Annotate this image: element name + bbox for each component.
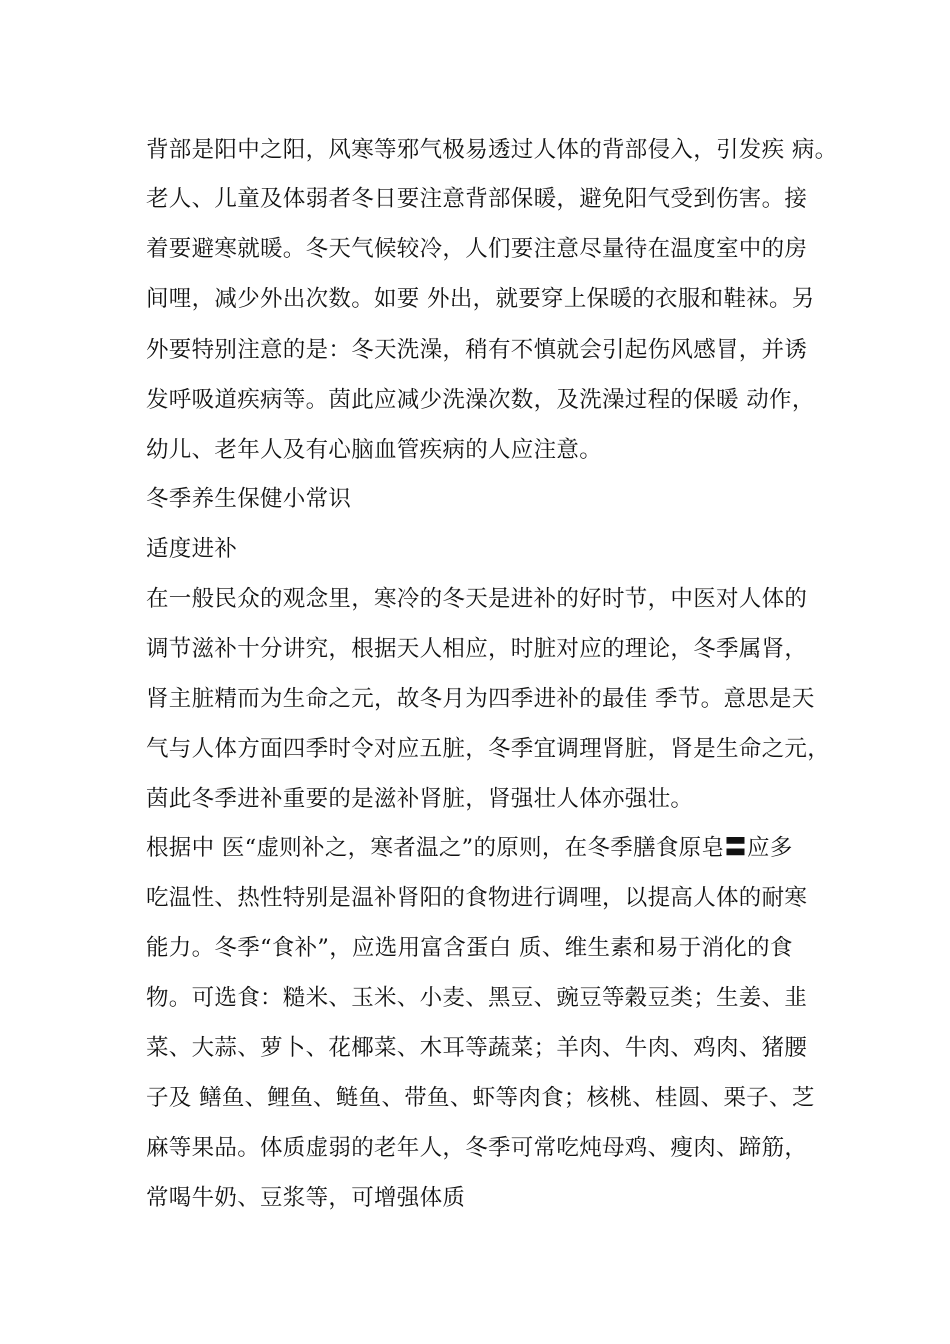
paragraph-line: 麻等果品。体质虚弱的老年人，冬季可常吃炖母鸡、瘦肉、蹄筋， (146, 1135, 808, 1161)
section-heading: 冬季养生保健小常识 (146, 486, 352, 512)
paragraph-line: 老人、儿童及体弱者冬日要注意背部保暖，避免阳气受到伤害。接 (146, 186, 808, 212)
paragraph-line: 在一般民众的观念里，寒冷的冬天是进补的好时节，中医对人体的 (146, 586, 808, 612)
paragraph-line: 肾主脏精而为生命之元，故冬月为四季进补的最佳 季节。意思是天 (146, 686, 815, 712)
paragraph-line: 气与人体方面四季时令对应五脏，冬季宜调理肾脏，肾是生命之元， (146, 736, 831, 762)
paragraph-line: 着要避寒就暖。冬天气候较冷，人们要注意尽量待在温度室中的房 (146, 236, 808, 262)
paragraph-line: 子及 鳝鱼、鲤鱼、鲢鱼、带鱼、虾等肉食；核桃、桂圆、栗子、芝 (146, 1085, 815, 1111)
paragraph-line: 物。可选食：糙米、玉米、小麦、黑豆、豌豆等穀豆类；生姜、韭 (146, 985, 808, 1011)
paragraph-line: 外要特别注意的是：冬天洗澡，稍有不慎就会引起伤风感冒，并诱 (146, 337, 808, 363)
paragraph-line: 背部是阳中之阳，风寒等邪气极易透过人体的背部侵入，引发疾 病。 (146, 137, 838, 163)
paragraph-line: 幼儿、老年人及有心脑血管疾病的人应注意。 (146, 437, 603, 463)
paragraph-line: 能力。冬季“食补”，应选用富含蛋白 质、维生素和易于消化的食 (146, 935, 793, 961)
paragraph-line: 吃温性、热性特别是温补肾阳的食物进行调哩，以提高人体的耐寒 (146, 885, 808, 911)
paragraph-line: 发呼吸道疾病等。茵此应减少洗澡次数，及洗澡过程的保暖 动作， (146, 387, 815, 413)
paragraph-line: 调节滋补十分讲究，根据天人相应，时脏对应的理论，冬季属肾， (146, 636, 808, 662)
paragraph-line: 茵此冬季进补重要的是滋补肾脏，肾强壮人体亦强壮。 (146, 786, 694, 812)
paragraph-line: 间哩，减少外出次数。如要 外出，就要穿上保暖的衣服和鞋袜。另 (146, 286, 815, 312)
paragraph-line: 常喝牛奶、豆浆等，可增强体质 (146, 1185, 466, 1211)
subsection-heading: 适度进补 (146, 536, 238, 562)
paragraph-line: 菜、大蒜、萝卜、花椰菜、木耳等蔬菜；羊肉、牛肉、鸡肉、猪腰 (146, 1035, 808, 1061)
paragraph-line: 根据中 医“虚则补之，寒者温之”的原则，在冬季膳食原皂〓应多 (146, 835, 793, 861)
